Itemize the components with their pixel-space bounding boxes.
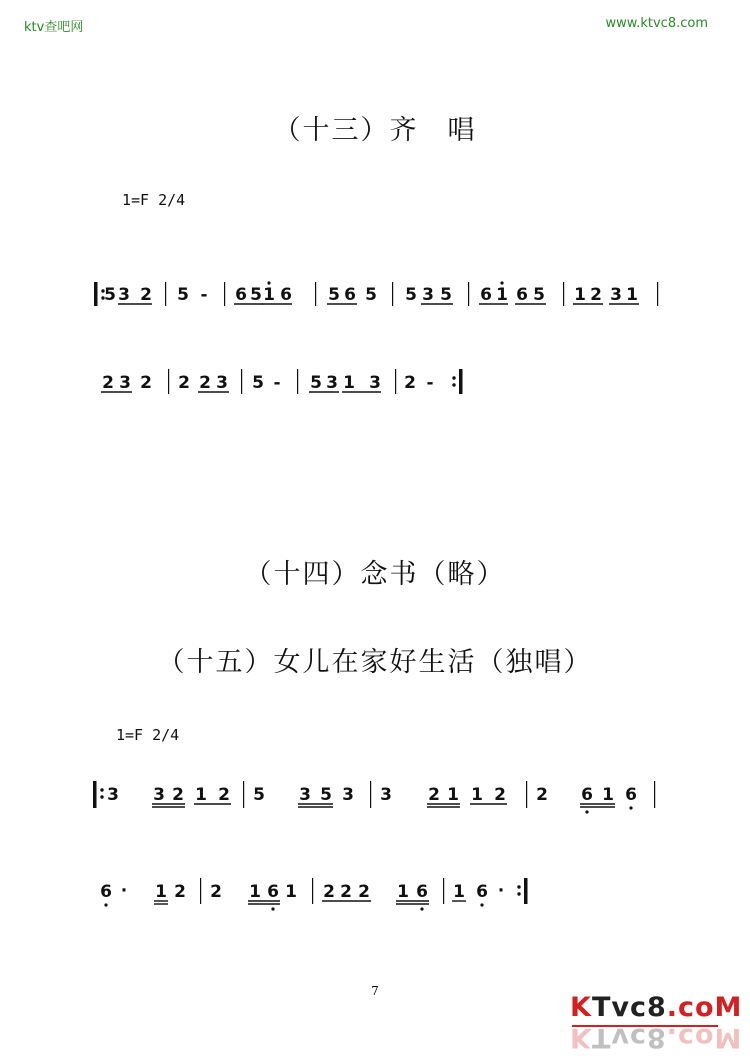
note: 5 [253,785,265,805]
note: 5 [440,285,452,305]
note: 2 [178,373,190,393]
note: 2 [428,785,440,805]
note: 3 [216,373,228,393]
note: 6 [235,285,247,305]
bar-line [563,282,564,306]
bar-line [165,282,166,306]
note: 1 [626,285,638,305]
ktvc8-logo: KTvc8.coM KTvc8.coM [570,992,743,1053]
note: 1 [471,785,483,805]
note: 3 [369,373,381,393]
note: 5 [252,373,264,393]
note: 3 [342,785,354,805]
low-octave-dot [629,806,632,809]
repeat-dot [100,788,103,791]
repeat-dot [100,795,103,798]
note: 3 [326,373,338,393]
note: 2 [174,882,186,902]
low-octave-dot [480,903,483,906]
note: 3 [380,785,392,805]
repeat-end-bar [524,878,528,904]
note: 3 [422,285,434,305]
key-signature-15: 1=F 2/4 [116,726,180,744]
note: 5 [177,285,189,305]
note: 6 [480,285,492,305]
note: 2 [172,785,184,805]
note: 6 [476,882,488,902]
repeat-start-bar [94,282,98,306]
note: 6 [581,785,593,805]
note: 2 [140,285,152,305]
bar-line [657,282,658,306]
high-octave-dot [500,281,503,284]
note: 2 [323,882,335,902]
note: 2 [404,373,416,393]
bar-line [312,878,313,904]
bar-line [443,878,444,904]
note: 3 [610,285,622,305]
note: 1 [263,285,275,305]
bar-line [241,369,242,394]
dash-note: - [273,373,281,393]
note: 5 [533,285,545,305]
note: 3 [299,785,311,805]
note: 5 [320,785,332,805]
bar-line [370,781,371,808]
note: 2 [199,373,211,393]
note: 1 [496,285,508,305]
site-name-header: ktv查吧网 [24,20,84,35]
repeat-dot [452,376,455,379]
note: 5 [405,285,417,305]
note: 2 [494,785,506,805]
low-octave-dot [585,810,588,813]
note: 6 [344,285,356,305]
note: 1 [195,785,207,805]
low-octave-dot [104,903,107,906]
repeat-dot [517,892,520,895]
note: 1 [249,882,261,902]
section-title-13: （十三）齐 唱 [273,115,477,146]
section-title-15: （十五）女儿在家好生活（独唱） [157,647,593,678]
section-title-14: （十四）念书（略） [244,559,506,590]
note: 6 [625,785,637,805]
note: 2 [210,882,222,902]
bar-line [395,369,396,394]
note: 6 [100,882,112,902]
high-octave-dot [267,281,270,284]
bar-line [526,781,527,808]
note: 2 [218,785,230,805]
bar-line [200,878,201,904]
note: 1 [574,285,586,305]
bar-line [315,282,316,306]
bar-line [297,369,298,394]
repeat-dot [452,383,455,386]
note: 1 [447,785,459,805]
note: 1 [453,882,465,902]
bar-line [224,282,225,306]
note: 6 [416,882,428,902]
note: 6 [280,285,292,305]
note: 2 [358,882,370,902]
note: 1 [397,882,409,902]
key-signature-13: 1=F 2/4 [122,191,186,209]
low-octave-dot [271,907,274,910]
note: 5 [310,373,322,393]
dash-note: - [200,285,208,305]
note: 6 [267,882,279,902]
bar-line [243,781,244,808]
note: 3 [107,785,119,805]
bar-line [168,369,169,394]
note: 5 [365,285,377,305]
bar-line [654,781,655,808]
note: 5 [250,285,262,305]
repeat-end-bar [459,369,463,394]
note: 5 [104,285,116,305]
note: 2 [536,785,548,805]
page-number: 7 [371,984,379,998]
note: 1 [285,882,297,902]
note: 2 [340,882,352,902]
dot-note: · [497,881,505,901]
note: 1 [155,882,167,902]
bar-line [468,282,469,306]
note: 3 [153,785,165,805]
note: 2 [590,285,602,305]
note: 1 [343,373,355,393]
note: 3 [118,285,130,305]
bar-line [392,282,393,306]
note: 6 [516,285,528,305]
dot-note: · [120,881,128,901]
note: 3 [119,373,131,393]
note: 2 [102,373,114,393]
repeat-dot [517,885,520,888]
site-url-header: www.ktvc8.com [605,16,708,31]
note: 2 [140,373,152,393]
dash-note: - [426,373,434,393]
low-octave-dot [420,907,423,910]
note: 5 [328,285,340,305]
note: 1 [602,785,614,805]
repeat-start-bar [93,781,97,808]
